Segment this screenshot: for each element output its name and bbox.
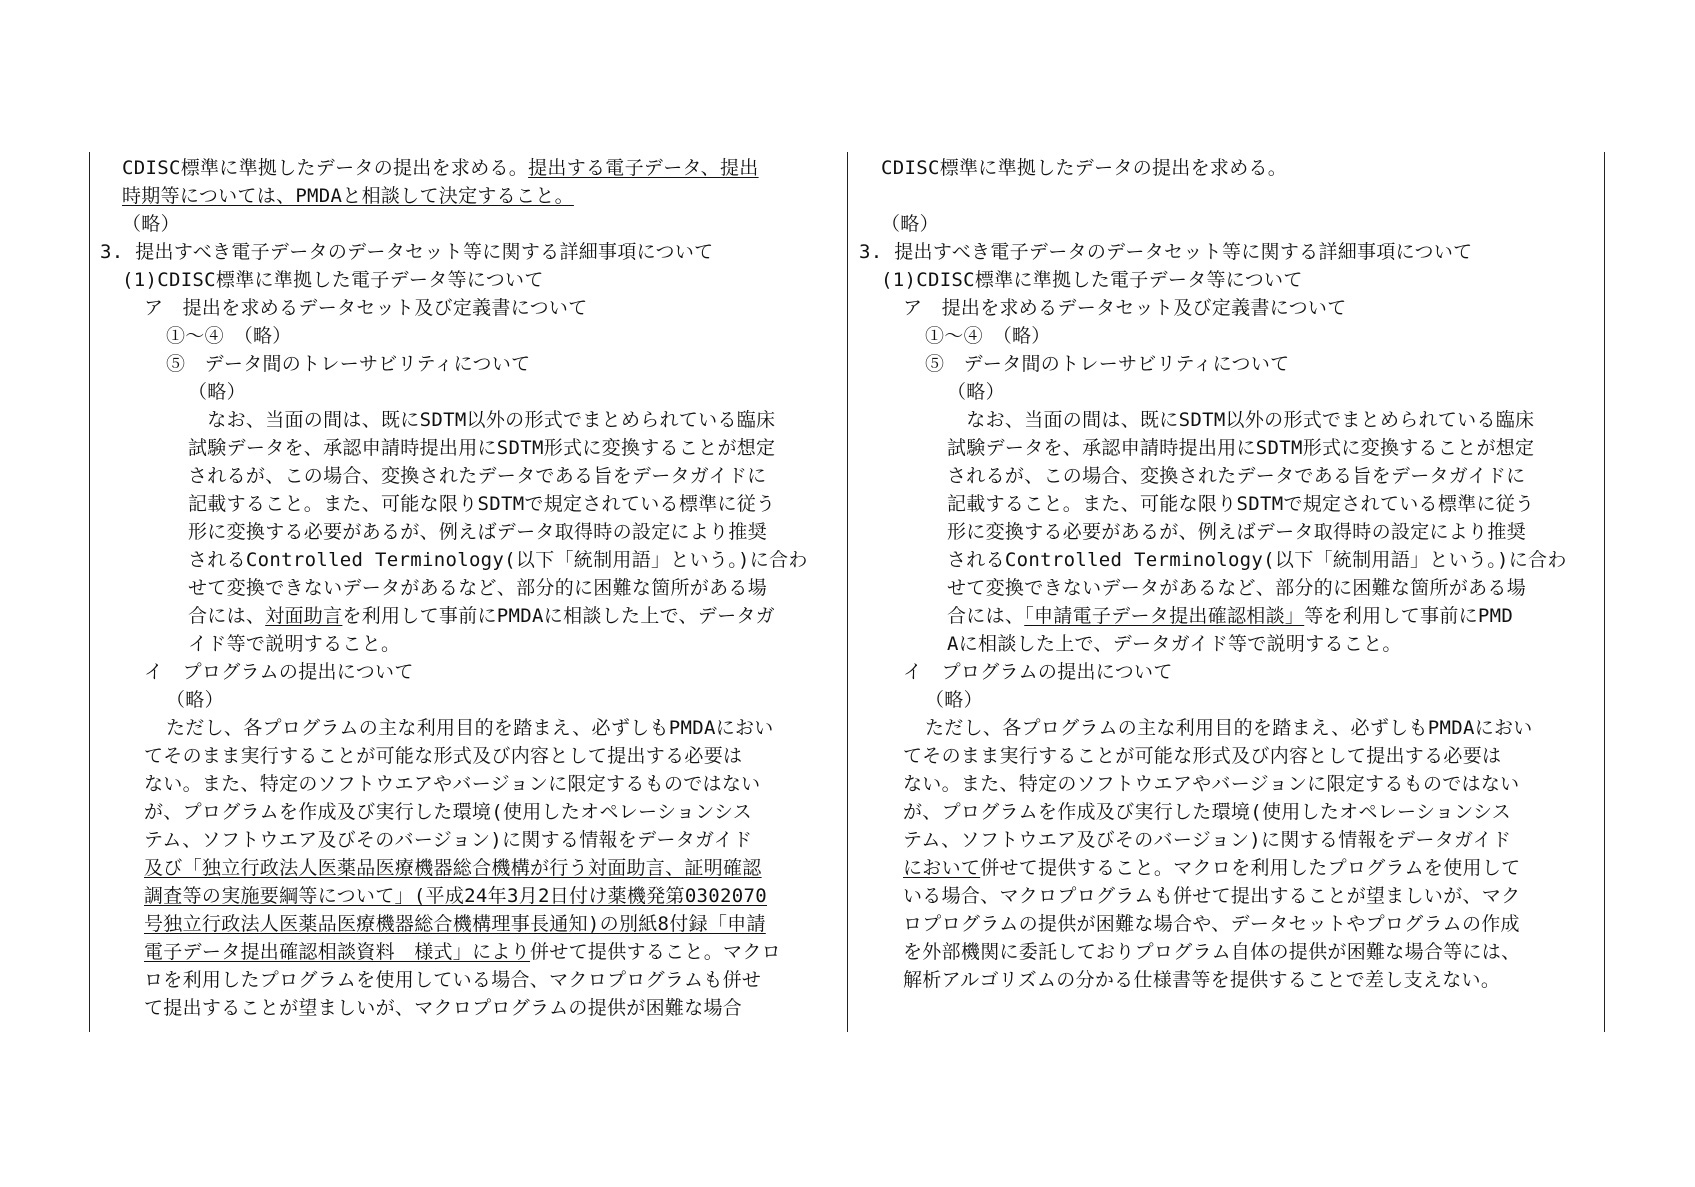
items-1-4-note: ①～④ （略） xyxy=(166,325,292,347)
omitted-note: （略） xyxy=(166,689,224,711)
underlined-text: において xyxy=(903,857,981,879)
paragraph-line: せて変換できないデータがあるなど、部分的に困難な箇所がある場 xyxy=(188,577,768,599)
intro-underlined-text: 提出する電子データ、提出 xyxy=(528,157,759,179)
omitted-note: （略） xyxy=(881,213,939,235)
intro-line-1: CDISC標準に準拠したデータの提出を求める。 xyxy=(881,157,1288,179)
items-1-4-note: ①～④ （略） xyxy=(925,325,1051,347)
paragraph-line-underlined: 号独立行政法人医薬品医療機器総合機構理事長通知)の別紙8付録「申請 xyxy=(144,913,766,935)
subsection-i-heading: イ プログラムの提出について xyxy=(144,661,414,683)
paragraph-line: テム、ソフトウエア及びそのバージョン)に関する情報をデータガイド xyxy=(144,829,753,851)
paragraph-line: イド等で説明すること。 xyxy=(188,633,401,655)
paragraph-line: が、プログラムを作成及び実行した環境(使用したオペレーションシス xyxy=(144,801,753,823)
subsection-i-heading: イ プログラムの提出について xyxy=(903,661,1173,683)
text-segment: 併せて提供すること。マクロ xyxy=(530,941,781,963)
item-5-heading: ⑤ データ間のトレーサビリティについて xyxy=(925,353,1290,375)
underlined-text: 対面助言 xyxy=(265,605,343,627)
omitted-note: （略） xyxy=(188,381,246,403)
paragraph-line: せて変換できないデータがあるなど、部分的に困難な箇所がある場 xyxy=(947,577,1527,599)
paragraph-line: ただし、各プログラムの主な利用目的を踏まえ、必ずしもPMDAにおい xyxy=(925,717,1533,739)
text-segment: 合には、 xyxy=(188,605,266,627)
paragraph-line: ない。また、特定のソフトウエアやバージョンに限定するものではない xyxy=(903,773,1520,795)
paragraph-line: 解析アルゴリズムの分かる仕様書等を提供することで差し支えない。 xyxy=(903,969,1501,991)
paragraph-line-underlined: 調査等の実施要綱等について」(平成24年3月2日付け薬機発第0302070 xyxy=(144,885,767,907)
paragraph-line xyxy=(188,604,775,628)
underlined-text: 「申請電子データ提出確認相談」 xyxy=(1024,605,1305,627)
omitted-note: （略） xyxy=(925,689,983,711)
omitted-note: （略） xyxy=(122,213,180,235)
paragraph-line: されるが、この場合、変換されたデータである旨をデータガイドに xyxy=(188,465,767,487)
paragraph-line: 試験データを、承認申請時提出用にSDTM形式に変換することが想定 xyxy=(188,437,776,459)
paragraph-line: ロプログラムの提供が困難な場合や、データセットやプログラムの作成 xyxy=(903,913,1520,935)
paragraph-line xyxy=(144,940,781,964)
paragraph-line: されるControlled Terminology(以下「統制用語」という。)に合わ xyxy=(188,549,808,571)
left-column xyxy=(89,152,848,1032)
paragraph-line: テム、ソフトウエア及びそのバージョン)に関する情報をデータガイド xyxy=(903,829,1512,851)
paragraph-line: 形に変換する必要があるが、例えばデータ取得時の設定により推奨 xyxy=(947,521,1527,543)
paragraph-line: なお、当面の間は、既にSDTM以外の形式でまとめられている臨床 xyxy=(188,409,776,431)
paragraph-line: ロを利用したプログラムを使用している場合、マクロプログラムも併せ xyxy=(144,969,762,991)
section-3-1-heading: (1)CDISC標準に準拠した電子データ等について xyxy=(122,269,544,291)
paragraph-line: いる場合、マクロプログラムも併せて提出することが望ましいが、マク xyxy=(903,885,1521,907)
subsection-a-heading: ア 提出を求めるデータセット及び定義書について xyxy=(144,297,588,319)
subsection-a-heading: ア 提出を求めるデータセット及び定義書について xyxy=(903,297,1347,319)
paragraph-line: 記載すること。また、可能な限りSDTMで規定されている標準に従う xyxy=(188,493,776,515)
paragraph-line: が、プログラムを作成及び実行した環境(使用したオペレーションシス xyxy=(903,801,1512,823)
paragraph-line: ただし、各プログラムの主な利用目的を踏まえ、必ずしもPMDAにおい xyxy=(166,717,774,739)
text-segment: を利用して事前にPMDAに相談した上で、データガ xyxy=(342,605,775,627)
intro-underlined-text-2: 時期等については、PMDAと相談して決定すること。 xyxy=(122,185,574,207)
paragraph-line: 記載すること。また、可能な限りSDTMで規定されている標準に従う xyxy=(947,493,1535,515)
paragraph-line: を外部機関に委託しておりプログラム自体の提供が困難な場合等には、 xyxy=(903,941,1521,963)
intro-line-2 xyxy=(122,184,574,208)
underlined-text: 電子データ提出確認相談資料 様式」により xyxy=(144,941,531,963)
intro-line-1 xyxy=(122,156,759,180)
section-3-heading: 3. 提出すべき電子データのデータセット等に関する詳細事項について xyxy=(100,241,714,263)
paragraph-line xyxy=(947,604,1513,628)
paragraph-line: て提出することが望ましいが、マクロプログラムの提供が困難な場合 xyxy=(144,997,743,1019)
paragraph-line: てそのまま実行することが可能な形式及び内容として提出する必要は xyxy=(903,745,1502,767)
omitted-note: （略） xyxy=(947,381,1005,403)
paragraph-line: なお、当面の間は、既にSDTM以外の形式でまとめられている臨床 xyxy=(947,409,1535,431)
paragraph-line: 試験データを、承認申請時提出用にSDTM形式に変換することが想定 xyxy=(947,437,1535,459)
section-3-heading: 3. 提出すべき電子データのデータセット等に関する詳細事項について xyxy=(859,241,1473,263)
paragraph-line xyxy=(903,856,1520,880)
text-segment: 合には、 xyxy=(947,605,1025,627)
section-3-1-heading: (1)CDISC標準に準拠した電子データ等について xyxy=(881,269,1303,291)
paragraph-line-underlined: 及び「独立行政法人医薬品医療機器総合機構が行う対面助言、証明確認 xyxy=(144,857,762,879)
paragraph-line: Aに相談した上で、データガイド等で説明すること。 xyxy=(947,633,1402,655)
paragraph-line: されるControlled Terminology(以下「統制用語」という。)に合わ xyxy=(947,549,1567,571)
paragraph-line: てそのまま実行することが可能な形式及び内容として提出する必要は xyxy=(144,745,743,767)
intro-text: CDISC標準に準拠したデータの提出を求める。 xyxy=(122,157,529,179)
paragraph-line: されるが、この場合、変換されたデータである旨をデータガイドに xyxy=(947,465,1526,487)
paragraph-line: 形に変換する必要があるが、例えばデータ取得時の設定により推奨 xyxy=(188,521,768,543)
item-5-heading: ⑤ データ間のトレーサビリティについて xyxy=(166,353,531,375)
right-column xyxy=(847,152,1605,1032)
text-segment: 等を利用して事前にPMD xyxy=(1304,605,1514,627)
paragraph-line: ない。また、特定のソフトウエアやバージョンに限定するものではない xyxy=(144,773,761,795)
text-segment: 併せて提供すること。マクロを利用したプログラムを使用して xyxy=(980,857,1521,879)
